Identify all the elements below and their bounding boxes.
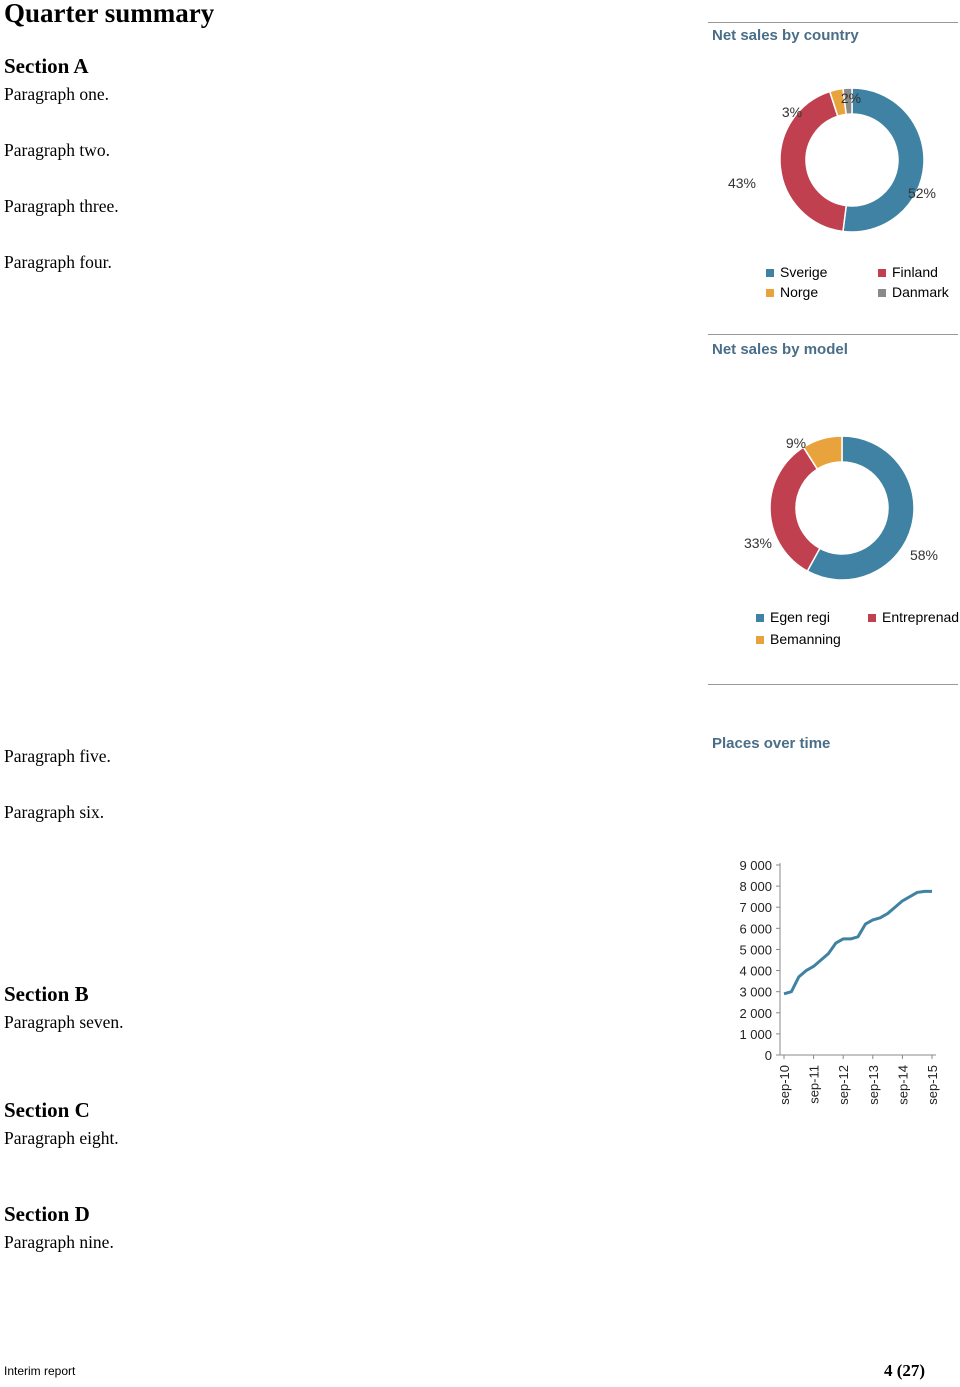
pie-label: 3% [781,104,803,120]
legend-item [878,264,938,280]
paragraph: Paragraph one. [4,84,109,104]
legend-label: Norge [780,284,819,300]
legend-label: Entreprenad [882,609,960,625]
legend-item [878,284,949,300]
legend-label: Bemanning [770,631,841,647]
paragraph: Paragraph nine. [4,1232,114,1252]
chart-title-places: Places over time [712,735,831,752]
y-tick-label: 5 000 [739,942,772,958]
pie-label: 52% [907,185,937,201]
legend-swatch-danmark [878,289,886,297]
y-tick-label: 8 000 [739,879,772,895]
pie-label: 9% [785,435,807,451]
section-heading: Section C [4,1098,90,1122]
page-title: Quarter summary [4,0,215,28]
legend-swatch-entreprenad [868,614,876,622]
pie-slice-entreprenad [770,447,820,571]
divider [708,334,958,335]
y-tick-label: 7 000 [739,900,772,916]
legend-country [766,264,960,304]
x-tick-label: sep-10 [777,1065,792,1105]
legend-swatch-norge [766,289,774,297]
y-tick-label: 6 000 [739,921,772,937]
legend-swatch-egen-regi [756,614,764,622]
x-tick-label: sep-11 [806,1065,822,1104]
x-tick-label: sep-15 [925,1065,940,1105]
legend-swatch-sverige [766,269,774,277]
section-4 [4,1096,644,1152]
section-2 [4,742,644,826]
x-tick-label: sep-13 [865,1065,881,1105]
pie-label: 43% [727,175,757,191]
pie-label: 2% [840,90,862,106]
section-3 [4,980,644,1036]
paragraph: Paragraph seven. [4,1012,124,1032]
page-number: 4 (27) [884,1361,926,1380]
legend-swatch-bemanning [756,636,764,644]
legend-label: Sverige [780,264,828,280]
legend-item [868,609,959,625]
section-heading: Section A [4,54,89,78]
line-chart-places [708,850,960,1140]
paragraph: Paragraph six. [4,802,105,822]
pie-label: 58% [909,547,939,563]
section-5 [4,1200,644,1256]
legend-label: Egen regi [770,609,830,625]
x-tick-label: sep-14 [895,1065,911,1105]
paragraph: Paragraph five. [4,746,111,766]
paragraph: Paragraph three. [4,196,119,216]
divider [708,22,958,23]
legend-item [756,631,841,647]
section-1 [4,52,644,276]
legend-item [766,264,878,280]
y-tick-label: 3 000 [739,984,772,1000]
pie-chart-country [708,80,960,280]
series-line-places [784,891,932,993]
divider [708,684,958,685]
legend-model [756,609,960,653]
section-heading: Section D [4,1202,90,1226]
legend-item [756,609,868,625]
y-tick-label: 4 000 [739,963,772,979]
x-tick-label: sep-12 [836,1065,852,1105]
section-heading: Section B [4,982,89,1006]
legend-item [766,284,878,300]
y-tick-label: 9 000 [739,858,772,873]
pie-label: 33% [743,535,773,551]
pie-chart-model [708,412,960,602]
chart-title-country: Net sales by country [712,27,859,44]
legend-label: Danmark [892,284,949,300]
pie-slice-sverige [840,88,924,232]
y-tick-label: 2 000 [739,1005,772,1021]
legend-label: Finland [892,264,938,280]
y-tick-label: 1 000 [739,1026,772,1042]
y-tick-label: 0 [764,1048,772,1063]
paragraph: Paragraph eight. [4,1128,119,1148]
paragraph: Paragraph four. [4,252,112,272]
chart-title-model: Net sales by model [712,341,848,358]
paragraph: Paragraph two. [4,140,110,160]
footer-left: Interim report [4,1364,76,1378]
legend-swatch-finland [878,269,886,277]
